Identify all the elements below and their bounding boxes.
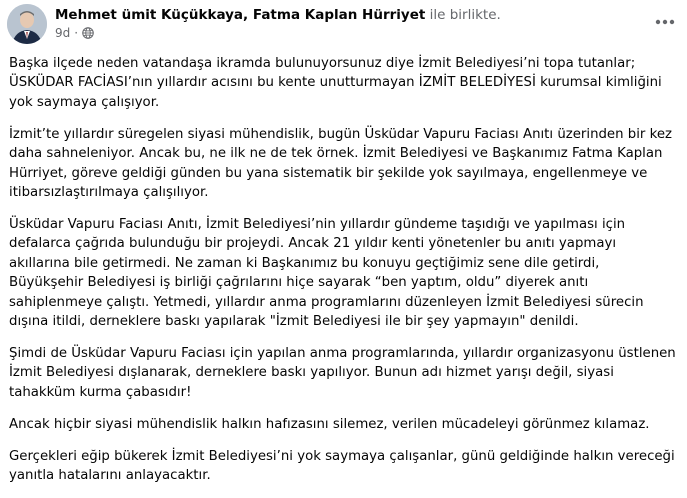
post-meta bbox=[55, 25, 635, 41]
globe-icon[interactable] bbox=[82, 27, 94, 39]
with-text: ile birlikte. bbox=[429, 7, 501, 23]
post-paragraph-5: Ancak hiçbir siyasi mühendislik halkın hafızasını silemez, verilen mücadeleyi görünmez kılamaz. bbox=[9, 416, 650, 432]
post-header bbox=[7, 4, 679, 44]
author-name-tagged[interactable]: Fatma Kaplan Hürriyet bbox=[252, 7, 426, 23]
post-paragraph-2: İzmit’te yıllardır süregelen siyasi mühendislik, bugün Üsküdar Vapuru Faciası Anıtı üzerinden bir kez daha sahneleniyor. Ancak bu, ne ilk ne de tek örnek. İzmit Belediyesi ve Başkanımız Fatma Kaplan Hürriyet, göreve geldiği günden bu yana sistematik bir şekilde yok sayılmaya, engellenmeye ve itibarsızlaştırılmaya çalışılıyor. bbox=[9, 126, 672, 201]
author-separator: , bbox=[243, 7, 253, 23]
author-line bbox=[55, 6, 635, 24]
post-paragraph-4: Şimdi de Üsküdar Vapuru Faciası için yapılan anma programlarında, yıllardır organizasyonu üstlenen İzmit Belediyesi dışlanarak, derneklere baskı yapılıyor. Bunun adı hizmet yarışı değil, siyasi tahakküm kurma çabasıdır! bbox=[9, 346, 676, 400]
author-name-primary[interactable]: Mehmet ümit Küçükkaya bbox=[55, 7, 244, 23]
post-paragraph-6: Gerçekleri eğip bükerek İzmit Belediyesi’ni yok saymaya çalışanlar, günü geldiğinde halkın vereceği yanıtla hatalarını anlayacaktır. bbox=[9, 448, 675, 484]
post-content bbox=[9, 54, 677, 498]
author-avatar[interactable] bbox=[7, 4, 47, 44]
post-paragraph-3: Üsküdar Vapuru Faciası Anıtı, İzmit Belediyesi’nin yıllardır gündeme taşıdığı ve yapılması için defalarca çağrıda bulunduğu bir projeydi. Ancak 21 yıldır kenti yönetenler bu anıtı yapmayı akıllarına bile getirmedi. Ne zaman ki Başkanımız bu konuyu geçtiğimiz sene dile getirdi, Büyükşehir Belediyesi iş birliği çağrılarını hiçe sayarak “ben yaptım, oldu” diyerek anıtı sahiplenmeye çalıştı. Yetmedi, yıllardır anma programlarını düzenleyen İzmit Belediyesi sürecin dışına itildi, derneklere baskı yapılarak "İzmit Belediyesi ile bir şey yapmayın" denildi. bbox=[9, 217, 644, 330]
more-horizontal-icon bbox=[655, 19, 675, 25]
meta-separator: · bbox=[74, 26, 79, 40]
post-paragraph-1: Başka ilçede neden vatandaşa ikramda bulunuyorsunuz diye İzmit Belediyesi’ni topa tutanlar; ÜSKÜDAR FACİASI’nın yıllardır acısını bu kente unutturmayan İZMİT BELEDİYESİ kurumsal kimliğini yok saymaya çalışıyor. bbox=[9, 56, 662, 110]
post-timestamp[interactable]: 9d bbox=[55, 26, 71, 40]
header-text bbox=[55, 6, 635, 41]
person-icon bbox=[7, 4, 47, 44]
more-options-button[interactable] bbox=[651, 10, 679, 34]
